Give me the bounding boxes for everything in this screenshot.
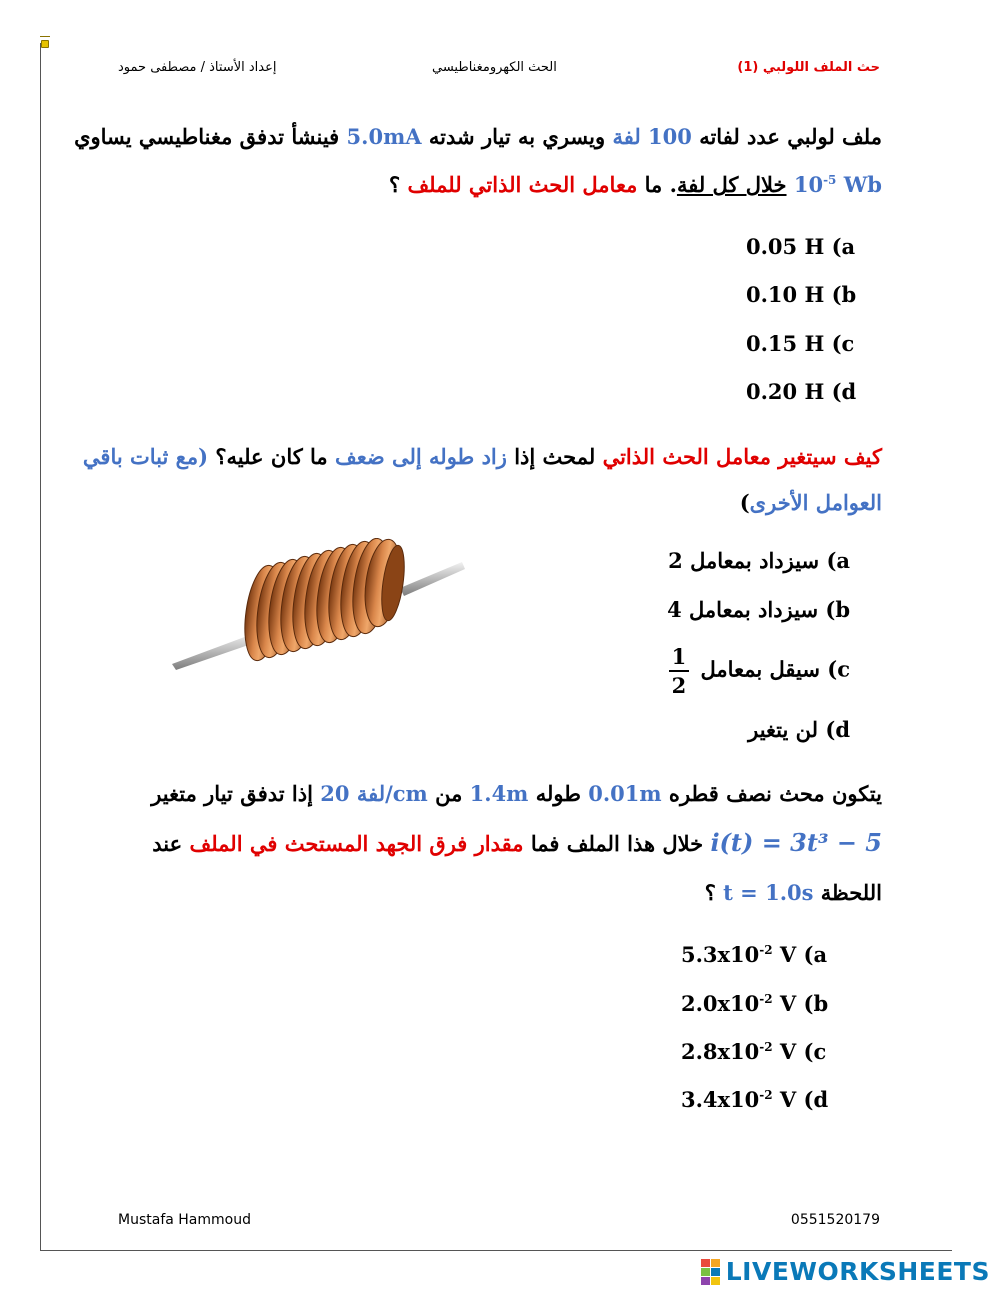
- q1-text: ويسري به تيار شدته: [421, 124, 613, 149]
- lead-right: [400, 562, 465, 596]
- q1-option-b[interactable]: 0.10 H (b: [746, 282, 857, 307]
- q1-space: [787, 172, 794, 197]
- q3-option-b-tail: V (b: [772, 991, 829, 1016]
- q1-flux-exp: -5: [823, 173, 837, 187]
- q2-line-1: [83, 444, 882, 469]
- q3-option-a[interactable]: [681, 942, 827, 967]
- q3-text: عند: [152, 831, 190, 856]
- q2-option-b[interactable]: b) سيزداد بمعامل 4: [667, 597, 850, 622]
- q3-text: إذا تدفق تيار متغير: [151, 781, 321, 806]
- q3-option-c[interactable]: [681, 1039, 826, 1064]
- q3-option-d-exp: -2: [759, 1088, 773, 1102]
- liveworksheets-wordmark: LIVEWORKSHEETS: [725, 1257, 990, 1286]
- q1-flux-unit: Wb: [836, 172, 882, 197]
- q3-question-mark: ؟: [704, 880, 724, 905]
- q1-option-d[interactable]: 0.20 H (d: [746, 379, 857, 404]
- q1-per-turn: خلال كل لفة: [676, 172, 787, 197]
- q2-asked: كيف سيتغير معامل الحث الذاتي: [602, 444, 882, 469]
- inductor-coil-image: [168, 538, 468, 678]
- q3-turn-density: 20 لفة/cm: [320, 781, 428, 806]
- footer-name: Mustafa Hammoud: [118, 1212, 251, 1228]
- q3-option-d-base: 3.4x10: [681, 1087, 760, 1112]
- q2-option-d[interactable]: d) لن يتغير: [748, 717, 850, 742]
- q2-option-a[interactable]: a) سيزداد بمعامل 2: [668, 548, 850, 573]
- q1-turns: 100 لفة: [612, 124, 692, 149]
- q3-option-c-tail: V (c: [772, 1039, 827, 1064]
- q3-option-b[interactable]: [681, 991, 828, 1016]
- q1-line-2: [389, 172, 882, 197]
- liveworksheets-logo-icon: [701, 1259, 720, 1285]
- q3-line-2: [152, 828, 882, 857]
- q3-option-c-exp: -2: [759, 1040, 773, 1054]
- q2-option-c-text: c) سيقل بمعامل: [700, 656, 850, 682]
- q1-text: ملف لولبي عدد لفاته: [691, 124, 882, 149]
- corner-marker-line: [40, 36, 50, 37]
- q1-text: . ما: [637, 172, 677, 197]
- q3-text: خلال هذا الملف فما: [523, 831, 711, 856]
- q3-current-equation: i(t) = 3t³ − 5: [710, 828, 882, 857]
- q3-text: طوله: [528, 781, 589, 806]
- q1-line-1: [74, 124, 882, 149]
- fraction-denominator: 2: [671, 673, 687, 698]
- q1-flux-base: 10: [793, 172, 824, 197]
- q3-option-d[interactable]: [681, 1087, 828, 1112]
- q1-option-a[interactable]: 0.05 H (a: [746, 234, 856, 259]
- q2-condition-end: العوامل الأخرى: [749, 490, 882, 515]
- footer-phone: 0551520179: [790, 1212, 880, 1228]
- q2-condition: (مع ثبات باقي: [82, 444, 209, 469]
- q3-option-c-base: 2.8x10: [681, 1039, 760, 1064]
- q3-asked: مقدار فرق الجهد المستحث في الملف: [189, 831, 524, 856]
- fraction-one-half: [669, 646, 690, 696]
- coil-turns: [239, 538, 408, 663]
- q3-radius: 0.01m: [588, 781, 662, 806]
- header-title: حث الملف اللولبي (1): [737, 60, 880, 75]
- q3-option-d-tail: V (d: [772, 1087, 829, 1112]
- q3-option-b-exp: -2: [759, 992, 773, 1006]
- q1-current: 5.0mA: [346, 124, 422, 149]
- q2-paren: ): [739, 490, 750, 515]
- q3-text: يتكون محث نصف قطره: [661, 781, 882, 806]
- q1-asked: معامل الحث الذاتي للملف: [407, 172, 638, 197]
- q1-question-mark: ؟: [388, 172, 408, 197]
- q2-text: ما كان عليه؟: [208, 444, 335, 469]
- fraction-numerator: 1: [669, 646, 690, 672]
- q3-length: 1.4m: [469, 781, 529, 806]
- q3-option-a-base: 5.3x10: [681, 942, 760, 967]
- q3-line-1: [151, 781, 882, 806]
- liveworksheets-brand[interactable]: [701, 1257, 990, 1286]
- q2-line-2: [740, 490, 882, 515]
- q3-text: اللحظة: [813, 880, 882, 905]
- q1-option-c[interactable]: 0.15 H (c: [746, 331, 855, 356]
- header-subject: الحث الكهرومغناطيسي: [432, 60, 557, 75]
- q3-option-b-base: 2.0x10: [681, 991, 760, 1016]
- q1-flux: [794, 172, 882, 197]
- q3-text: من: [427, 781, 470, 806]
- q1-text: فينشأ تدفق مغناطيسي يساوي: [74, 124, 347, 149]
- q3-line-3: [705, 880, 882, 905]
- q2-text: لمحث إذا: [506, 444, 603, 469]
- q3-time: t = 1.0s: [723, 880, 814, 905]
- q3-option-a-exp: -2: [759, 943, 773, 957]
- q3-option-a-tail: V (a: [772, 942, 828, 967]
- header-author: إعداد الأستاذ / مصطفى حمود: [118, 60, 277, 75]
- q2-option-c[interactable]: [665, 646, 850, 696]
- q2-change: زاد طوله إلى ضعف: [334, 444, 507, 469]
